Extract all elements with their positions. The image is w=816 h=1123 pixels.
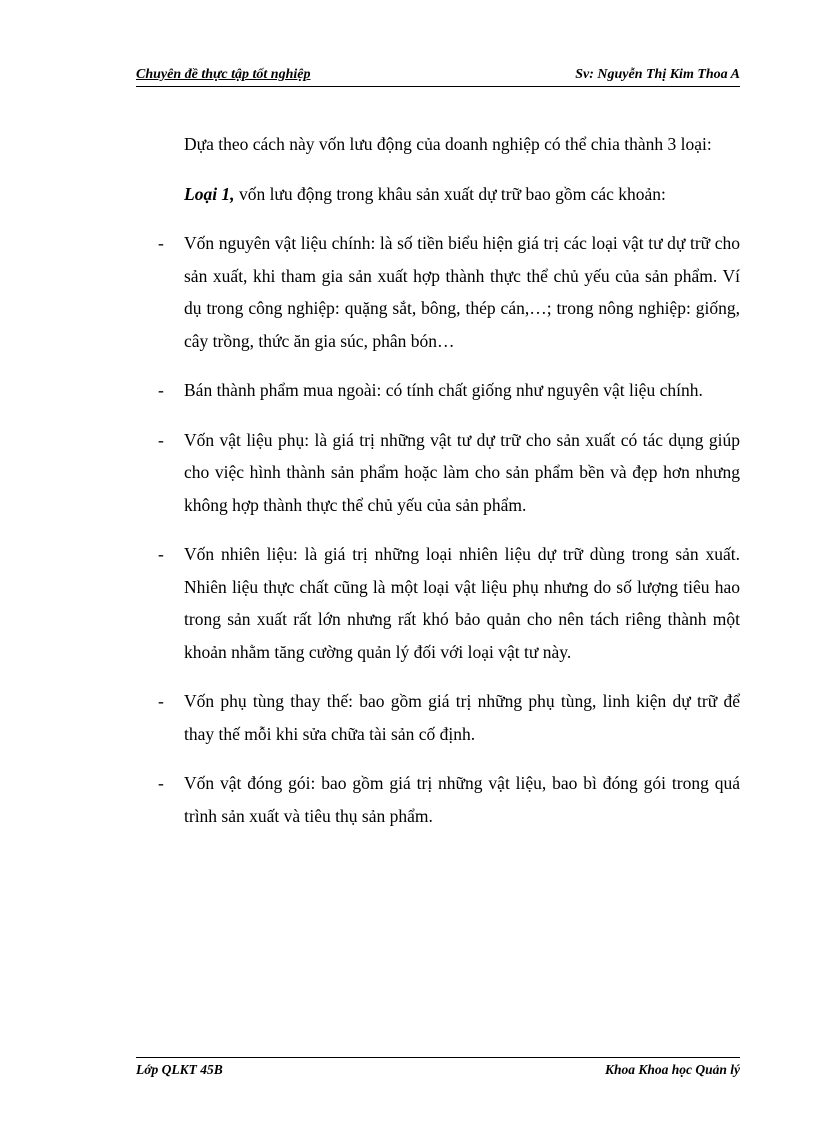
page-footer (136, 1057, 740, 1080)
document-body (136, 128, 740, 849)
category-text: vốn lưu động trong khâu sản xuất dự trữ bao gồm các khoản: (234, 183, 666, 204)
bullet-marker: - (158, 429, 164, 450)
bullet-marker: - (158, 544, 164, 564)
category-paragraph (136, 178, 740, 211)
list-item-text: Vốn nhiên liệu: là giá trị những loại nhiên liệu dự trữ dùng trong sản xuất. Nhiên liệu thực chất cũng là một loại vật liệu phụ nhưng do số lượng tiêu hao trong sản xuất rất lớn nhưng rất khó bảo quản cho nên tách riêng thành một khoản nhằm tăng cường quản lý đối với loại vật tư này. (184, 544, 740, 662)
list-item (136, 227, 740, 357)
list-item-text: Vốn vật liệu phụ: là giá trị những vật tư dự trữ cho sản xuất có tác dụng giúp cho việc hình thành sản phẩm hoặc làm cho sản phẩm bền và đẹp hơn nhưng không hợp thành thực thể chủ yếu của sản phẩm. (184, 429, 740, 515)
list-item (136, 538, 740, 668)
category-lead: Loại 1, (184, 183, 235, 204)
list-item-text: Vốn vật đóng gói: bao gồm giá trị những vật liệu, bao bì đóng gói trong quá trình sản xuất và tiêu thụ sản phẩm. (184, 773, 740, 826)
list-item (136, 685, 740, 750)
header-thesis-title: Chuyên đề thực tập tốt nghiệp (136, 67, 311, 82)
list-item (136, 767, 740, 832)
list-item (136, 374, 740, 407)
bullet-marker: - (158, 233, 164, 253)
header-student-name: Sv: Nguyễn Thị Kim Thoa A (575, 67, 740, 82)
footer-class-name: Lớp QLKT 45B (136, 1062, 223, 1077)
bullet-marker: - (158, 380, 164, 400)
list-item-text: Bán thành phẩm mua ngoài: có tính chất giống như nguyên vật liệu chính. (184, 380, 703, 400)
list-item-text: Vốn phụ tùng thay thế: bao gồm giá trị những phụ tùng, linh kiện dự trữ để thay thế mỗi khi sửa chữa tài sản cố định. (184, 691, 740, 744)
bullet-marker: - (158, 773, 164, 793)
list-item (136, 424, 740, 522)
list-item-text: Vốn nguyên vật liệu chính: là số tiền biểu hiện giá trị các loại vật tư dự trữ cho sản xuất, khi tham gia sản xuất hợp thành thực thể chủ yếu của sản phẩm. Ví dụ trong công nghiệp: quặng sắt, bông, thép cán,…; trong nông nghiệp: giống, cây trồng, thức ăn gia súc, phân bón… (184, 233, 740, 351)
bullet-marker: - (158, 691, 164, 711)
footer-faculty-name: Khoa Khoa học Quản lý (604, 1062, 740, 1077)
intro-paragraph: Dựa theo cách này vốn lưu động của doanh nghiệp có thể chia thành 3 loại: (184, 134, 712, 154)
page-header (136, 66, 740, 87)
